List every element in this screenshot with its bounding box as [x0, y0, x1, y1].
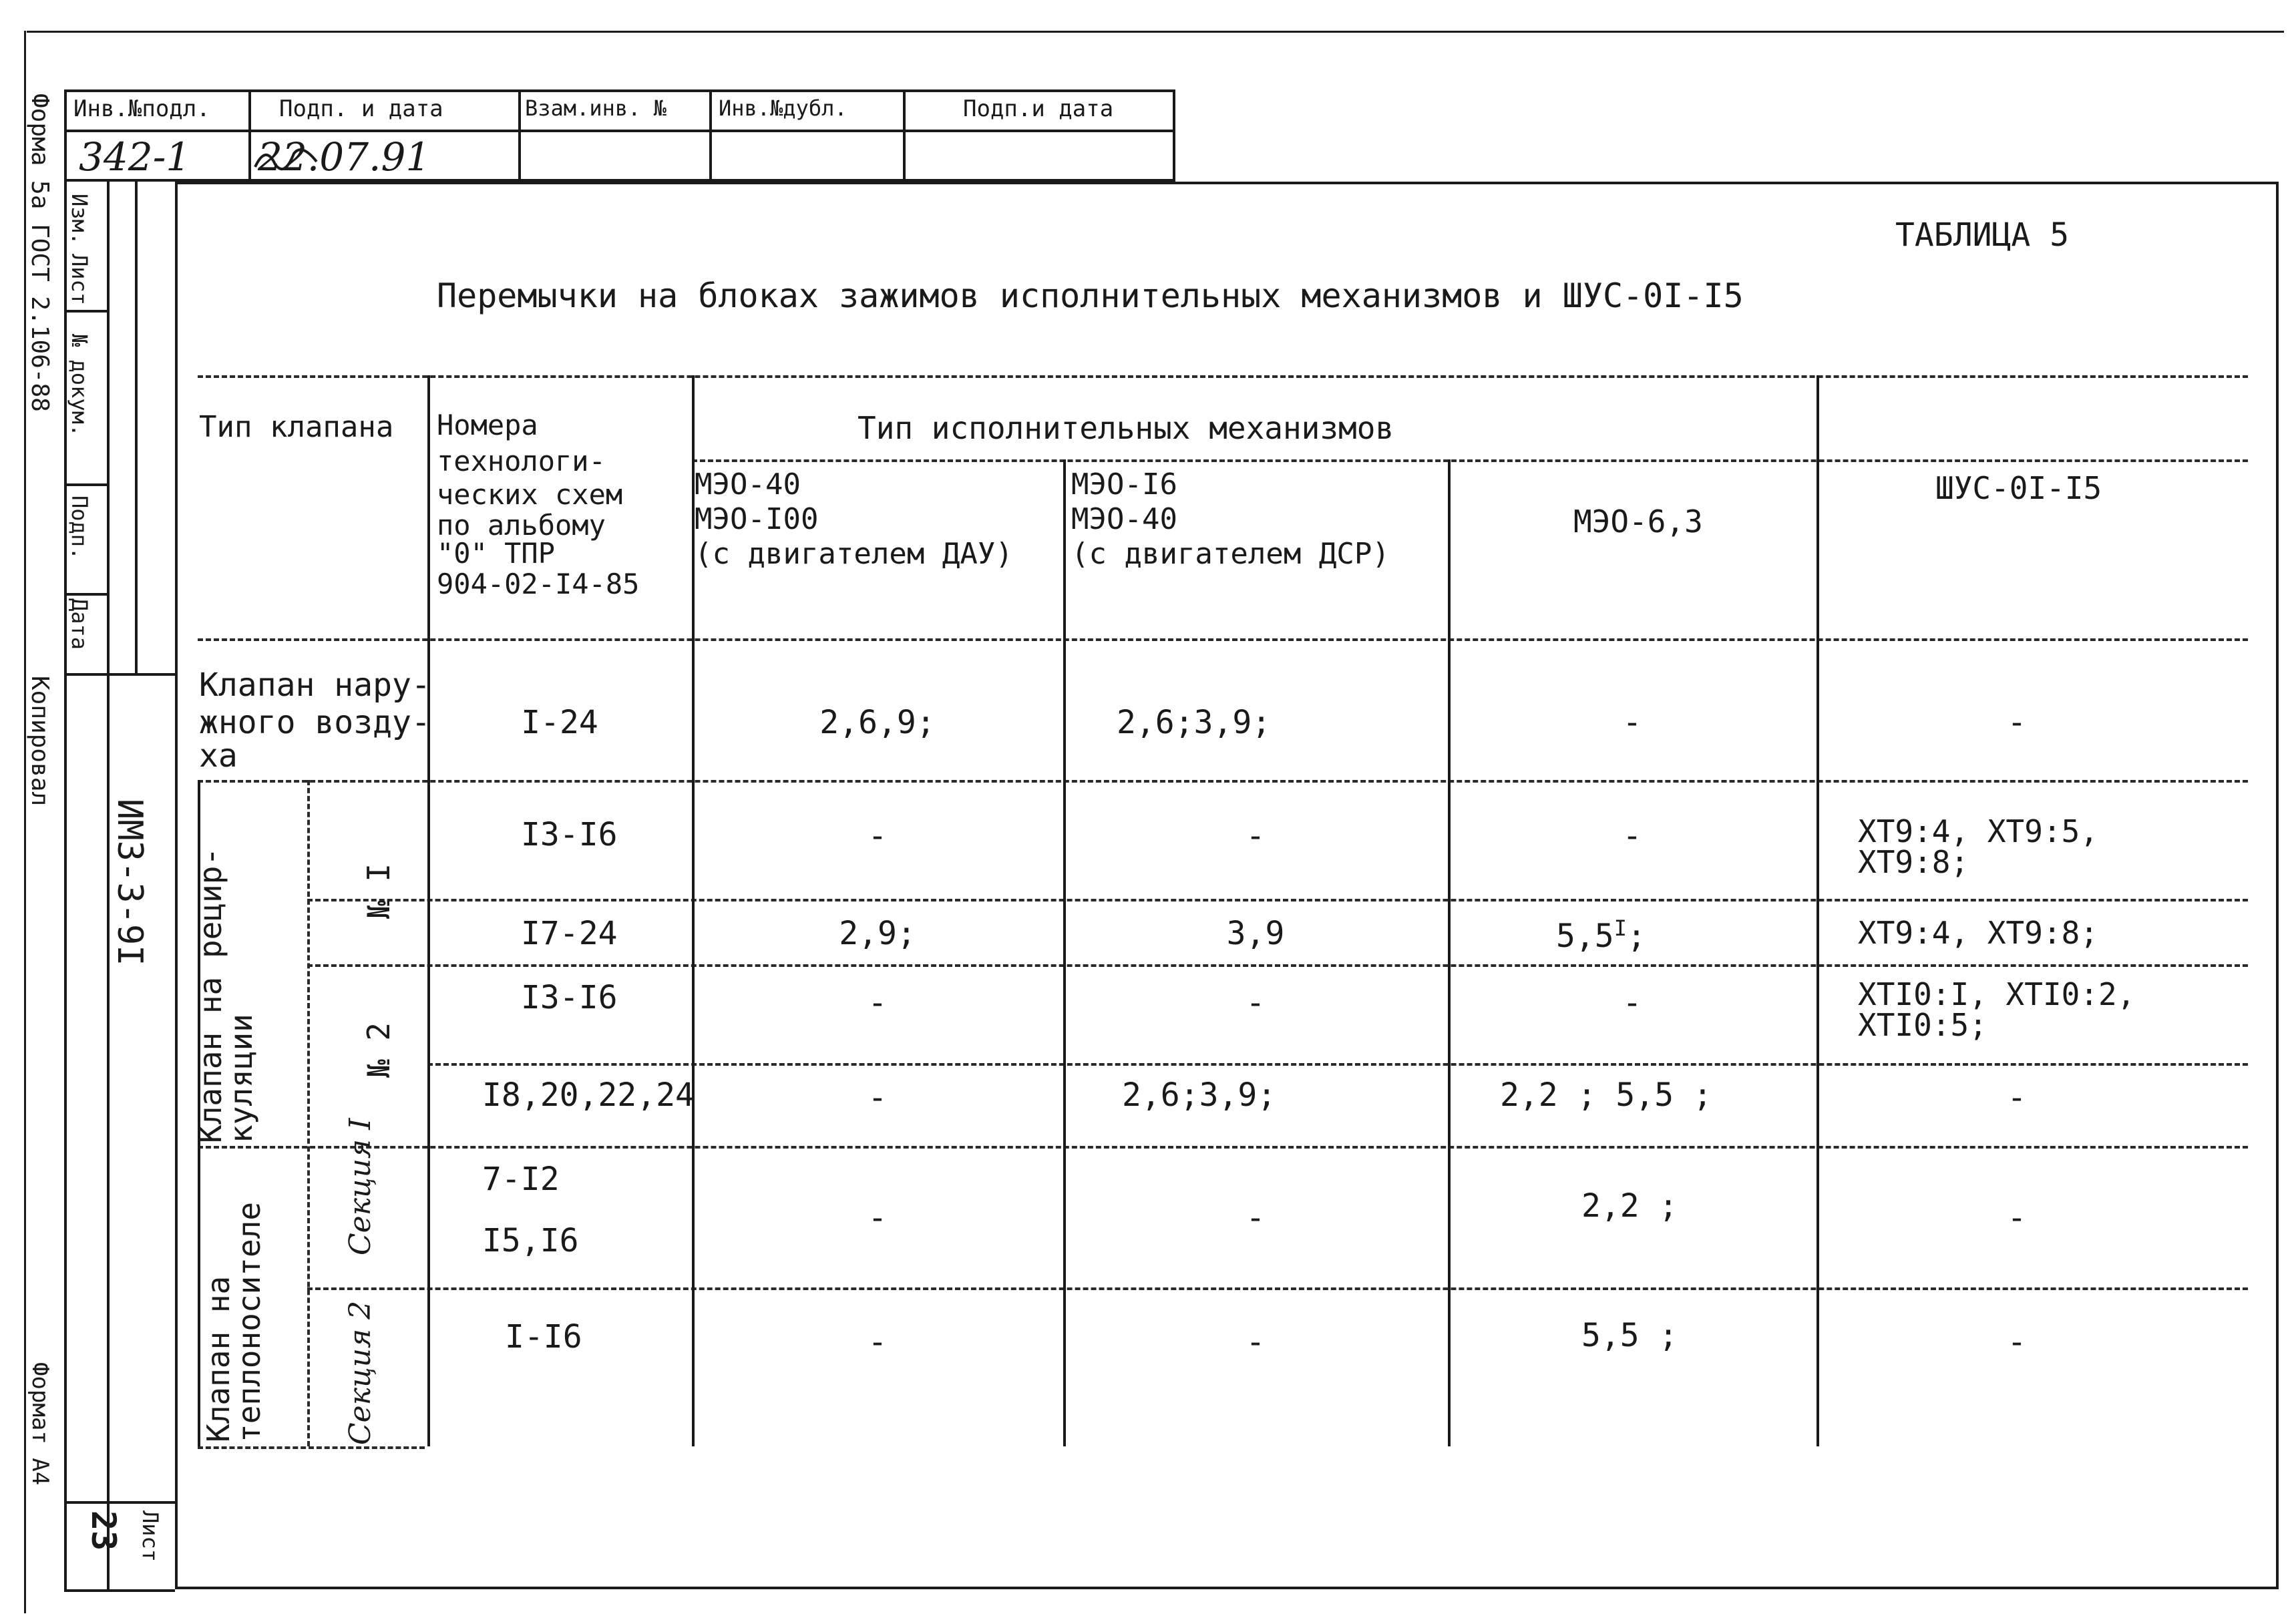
margin-line	[64, 310, 107, 313]
group-recirculation	[192, 847, 259, 1143]
header-line: технологи-	[437, 445, 606, 477]
margin-line	[64, 483, 107, 486]
cell-col3: 5,5 ;	[1581, 1317, 1678, 1354]
header-actuator-type: Тип исполнительных механизмов	[857, 410, 1394, 446]
cell-col4: ХТ9:4, ХТ9:5,	[1858, 813, 2099, 849]
cell-col4: ХТI0:I, ХТI0:2,	[1858, 976, 2136, 1012]
header-col4: ШУС-0I-I5	[1935, 470, 2102, 506]
cell-col2: -	[1246, 1199, 1266, 1237]
table-rule	[198, 1446, 425, 1449]
table-col-line	[1817, 375, 1819, 1446]
header-line: МЭО-40	[1071, 502, 1177, 536]
cell-col4: -	[2007, 704, 2027, 741]
header-line: (с двигателем ДАУ)	[695, 537, 1013, 571]
cell-col2: 3,9	[1226, 915, 1285, 952]
cell-col4: -	[2007, 1199, 2027, 1237]
table-rule	[692, 459, 2248, 462]
side-label-sheet: Лист	[67, 254, 92, 306]
header-line: (с двигателем ДСР)	[1071, 537, 1390, 571]
group-line: куляции	[223, 1014, 259, 1143]
header-line: МЭО-I00	[695, 502, 819, 536]
cell-col3: -	[1622, 817, 1642, 855]
margin-line	[135, 182, 138, 673]
cell-col1: 2,9;	[839, 915, 916, 952]
cell-scheme: I8,20,22,24	[482, 1076, 695, 1114]
cell-scheme: I3-I6	[521, 979, 618, 1016]
stamp-divider	[903, 89, 906, 182]
cell-col1: -	[868, 1079, 888, 1116]
cell-col3: 2,2 ; 5,5 ;	[1500, 1076, 1712, 1114]
page-top-border	[27, 31, 2284, 33]
cell-col1: 2,6,9;	[819, 704, 936, 741]
cell-col2: -	[1246, 984, 1266, 1022]
cell-col4: ХТ9:8;	[1858, 844, 1969, 880]
table-col-line	[1063, 459, 1066, 1446]
margin-line	[64, 1501, 175, 1504]
header-line: МЭО-I6	[1071, 467, 1177, 501]
superscript: I	[1613, 916, 1627, 941]
table-rule	[307, 964, 2248, 967]
stamp-header-replace: Взам.инв. №	[525, 95, 666, 121]
table-col-line	[427, 375, 430, 1446]
cell-scheme: I3-I6	[521, 816, 618, 853]
table-col-line	[1448, 459, 1451, 1446]
page-title: Перемычки на блоках зажимов исполнительных механизмов и ШУС-0I-I5	[437, 276, 1744, 315]
stamp-row-divider	[64, 130, 1175, 132]
stamp-header-dup: Инв.№дубл.	[719, 95, 847, 121]
cell-col3: -	[1622, 704, 1642, 741]
cell-scheme: I-I6	[505, 1318, 582, 1356]
header-valve-type: Тип клапана	[199, 410, 394, 444]
header-line: МЭО-40	[695, 467, 801, 501]
cell-col3: -	[1622, 984, 1642, 1022]
signature-mark	[252, 138, 326, 178]
cell-scheme: I5,I6	[482, 1222, 579, 1259]
table-rule	[307, 899, 2248, 901]
copied-label: Копировал	[26, 676, 53, 807]
sub-n2: № 2	[361, 1022, 397, 1078]
form-label: Форма 5а ГОСТ 2.106-88	[26, 93, 53, 412]
cell-col3	[1556, 916, 1646, 955]
side-label-change: Изм.	[67, 194, 92, 246]
header-line: "0" ТПР	[437, 537, 556, 570]
group-line: Клапан на	[200, 1275, 236, 1442]
cell-col4: ХТ9:4, ХТ9:8;	[1858, 915, 2099, 951]
table-rule	[307, 1287, 2248, 1290]
cell-col3: 2,2 ;	[1581, 1187, 1678, 1225]
table-rule	[427, 1063, 2248, 1066]
header-line: 904-02-I4-85	[437, 568, 640, 600]
stamp-header-sign-date-2: Подп.и дата	[963, 95, 1114, 122]
margin-line	[64, 673, 175, 676]
stamp-divider	[248, 89, 251, 182]
stamp-header-inv: Инв.№подл.	[73, 95, 210, 122]
sub-section-1: Секция I	[343, 1118, 377, 1255]
group-line: жного возду-	[199, 704, 431, 741]
group-line: Клапан нару-	[199, 666, 431, 704]
cell-col4: -	[2007, 1079, 2027, 1116]
cell-scheme: I-24	[521, 704, 598, 741]
cell-col2: 2,6;3,9;	[1117, 704, 1272, 741]
stamp-header-sign-date: Подп. и дата	[279, 95, 443, 122]
cell-terminator: ;	[1626, 918, 1646, 955]
cell-col2: -	[1246, 817, 1266, 855]
margin-line	[64, 1589, 175, 1592]
sheet-label: Лист	[138, 1510, 163, 1563]
group-line: Клапан на рецир-	[192, 847, 228, 1143]
format-label: Формат А4	[27, 1362, 53, 1486]
table-rule	[198, 780, 2248, 783]
cell-col4: ХТI0:5;	[1858, 1007, 1987, 1043]
side-label-date: Дата	[67, 598, 92, 650]
cell-scheme: I7-24	[521, 915, 618, 952]
side-label-sign: Подп.	[67, 495, 92, 560]
cell-col2: 2,6;3,9;	[1122, 1076, 1277, 1114]
side-label-docnum: № докум.	[67, 334, 92, 437]
stamp-inv-value: 342-1	[79, 134, 191, 180]
header-line: ческих схем	[437, 478, 623, 511]
table-number: ТАБЛИЦА 5	[1895, 216, 2070, 254]
main-frame	[175, 182, 2279, 1589]
sub-n1: № I	[361, 863, 397, 919]
stamp-divider	[709, 89, 712, 182]
table-rule	[198, 375, 2248, 378]
sheet-number: 23	[84, 1510, 123, 1551]
group-line: ха	[199, 737, 238, 775]
group-heat-carrier	[200, 1201, 267, 1442]
cell-col1: -	[868, 1324, 888, 1361]
signature-date: 22.07.91	[258, 134, 431, 180]
table-rule	[198, 1146, 2248, 1149]
cell-value: 5,5	[1556, 918, 1614, 955]
cell-col2: -	[1246, 1324, 1266, 1361]
cell-col4: -	[2007, 1324, 2027, 1361]
stamp-divider	[518, 89, 521, 182]
cell-col1: -	[868, 984, 888, 1022]
table-rule	[198, 638, 2248, 641]
header-line: по альбому	[437, 509, 606, 542]
margin-line	[64, 593, 107, 596]
group-line: теплоносителе	[231, 1201, 267, 1442]
cell-col1: -	[868, 1199, 888, 1237]
cell-scheme: 7-I2	[482, 1161, 560, 1198]
sub-section-2: Секция 2	[343, 1300, 377, 1445]
header-line: Номера	[437, 409, 538, 441]
header-col3: МЭО-6,3	[1573, 503, 1703, 540]
cell-col1: -	[868, 817, 888, 855]
doc-code: ИМ3-3-9I	[110, 799, 150, 966]
table-col-line	[307, 780, 310, 1446]
